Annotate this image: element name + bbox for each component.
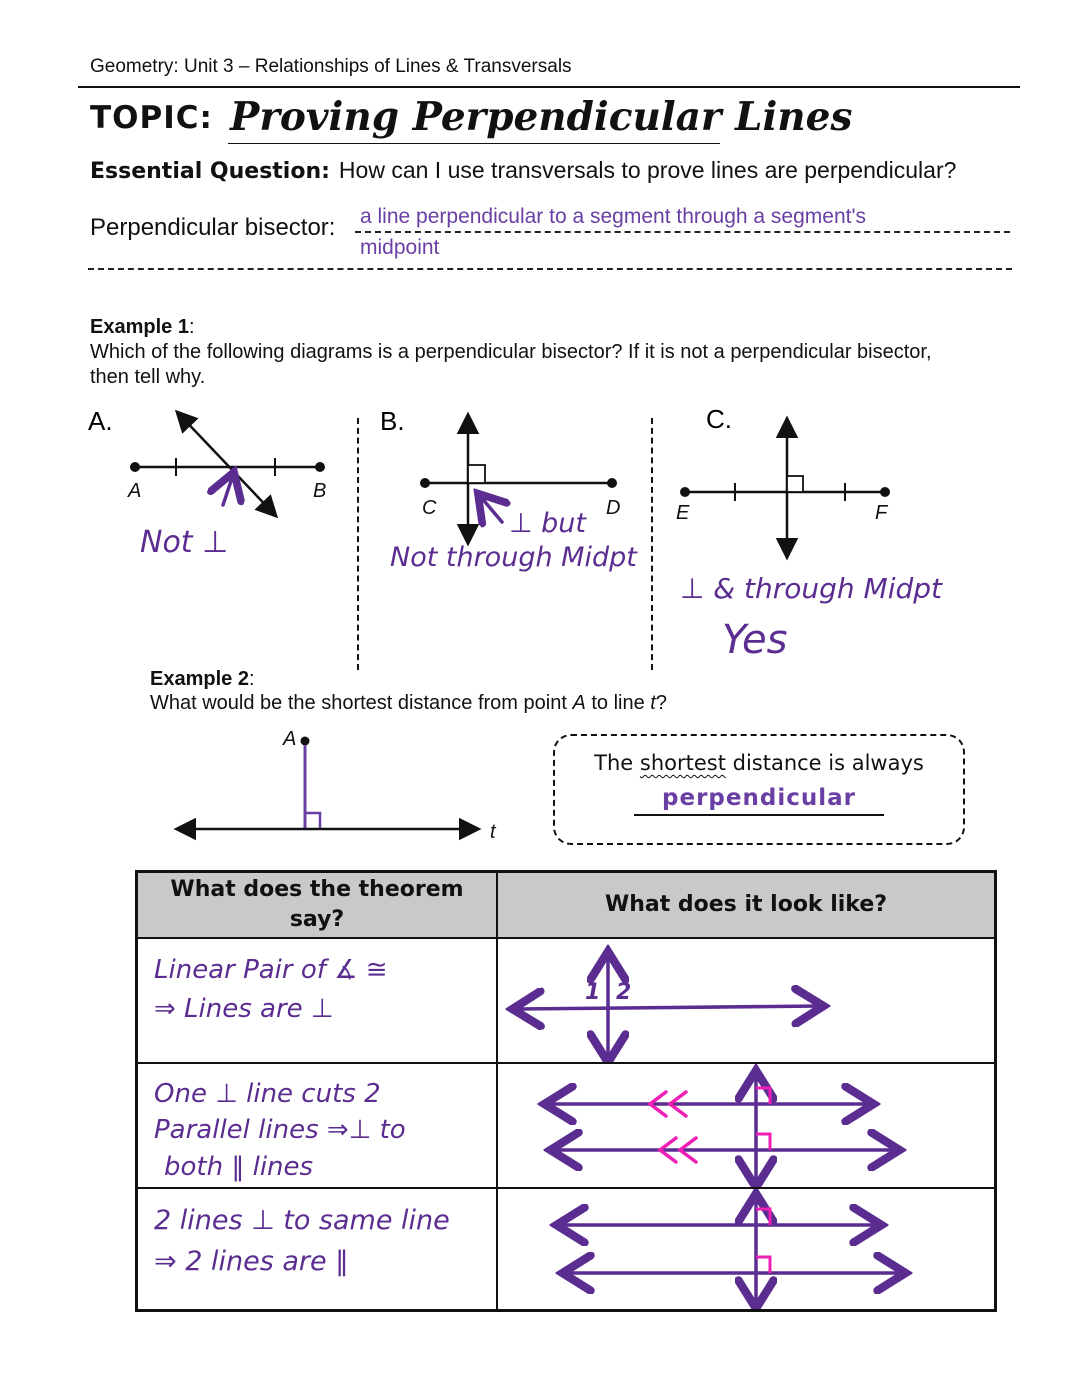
section-divider-dashed [88, 268, 1012, 270]
header-rule [78, 86, 1020, 88]
essential-question-label: Essential Question: [90, 159, 330, 184]
example2-colon: : [248, 668, 255, 690]
example2-prompt-pre: What would be the shortest distance from point [150, 692, 573, 714]
essential-question [90, 157, 956, 184]
callout-line1 [555, 751, 963, 775]
definition-term: Perpendicular bisector: [90, 214, 336, 241]
row3-line2: ⇒ 2 lines are ‖ [154, 1245, 349, 1277]
theorem-row3-figure [498, 1189, 994, 1309]
example2-title-text: Example 2 [150, 668, 249, 690]
point-d-dot [607, 478, 617, 488]
point-b-dot [315, 462, 325, 472]
point-d-label: D [606, 497, 621, 519]
topic-underline [228, 143, 720, 144]
point-f-label: F [875, 502, 888, 524]
point-e-label: E [676, 502, 690, 524]
definition-answer-blank [355, 231, 1010, 233]
theorem-row3-text [138, 1189, 498, 1309]
point-a-label: A [128, 480, 142, 502]
angle-1-label: 1 [585, 980, 601, 1005]
diagram-b [372, 402, 652, 597]
diagram-b-annotation-2: Not through Midpt [390, 542, 637, 573]
course-header: Geometry: Unit 3 – Relationships of Lines & Transversals [90, 56, 572, 77]
example2-prompt-point: A [572, 692, 586, 714]
example2-prompt-post: ? [655, 692, 667, 714]
row2-line3: both ‖ lines [164, 1151, 314, 1182]
right-angle-marker [756, 1209, 770, 1225]
diagram-a-annotation: Not ⊥ [140, 525, 229, 560]
callout-underlined-word: shortest [639, 751, 726, 775]
horizontal-line [516, 1006, 820, 1009]
theorem-table [135, 870, 997, 1312]
point-a-dot [130, 462, 140, 472]
example2-title [150, 668, 255, 691]
example1-title [90, 316, 195, 339]
point-a-label: A [283, 728, 297, 750]
diagram-a [80, 402, 365, 572]
topic-label: TOPIC: [90, 100, 213, 136]
theorem-row2-text [138, 1064, 498, 1189]
row2-line2: Parallel lines ⇒⊥ to [154, 1115, 406, 1146]
right-angle-marker [305, 813, 320, 829]
angle-2-label: 2 [616, 980, 632, 1005]
theorem-row1-figure [498, 939, 994, 1064]
example2-diagram [150, 715, 550, 847]
diagram-c-annotation-2: Yes [722, 617, 788, 663]
row1-line1: Linear Pair of ∡ ≅ [154, 955, 388, 985]
point-b-label: B [313, 480, 327, 502]
handwritten-arrow [480, 496, 502, 522]
callout-pre: The [594, 751, 640, 775]
row1-diagram [498, 939, 991, 1062]
right-angle-marker [756, 1134, 770, 1150]
example1-prompt-line2: then tell why. [90, 366, 206, 388]
theorem-row2-figure [498, 1064, 994, 1189]
example1-colon: : [188, 316, 195, 338]
callout-answer-blank [634, 785, 884, 816]
handwritten-arrow [223, 475, 233, 505]
point-a-dot [301, 737, 310, 746]
definition-answer-line1: a line perpendicular to a segment through a segment's [360, 205, 866, 228]
diagram-b-label: B. [380, 406, 405, 436]
example2-prompt-line: t [650, 692, 656, 714]
diagram-b-annotation-1: ⊥ but [509, 508, 586, 539]
example2-prompt-mid: to line [585, 692, 651, 714]
right-angle-marker [756, 1088, 770, 1104]
row1-line2: ⇒ Lines are ⊥ [154, 994, 334, 1024]
diagram-c-annotation-1: ⊥ & through Midpt [680, 572, 943, 605]
theorem-row1-text [138, 939, 498, 1064]
callout-post: distance is always [725, 751, 924, 775]
example2-prompt [150, 692, 667, 715]
point-f-dot [880, 487, 890, 497]
right-angle-marker [787, 476, 803, 492]
point-e-dot [680, 487, 690, 497]
right-angle-marker [468, 465, 485, 483]
shortest-distance-callout [553, 734, 965, 845]
line-t-label: t [490, 821, 496, 843]
topic-title: Proving Perpendicular Lines [230, 94, 853, 140]
example1-title-text: Example 1 [90, 316, 189, 338]
point-c-label: C [422, 497, 437, 519]
table-header-right: What does it look like? [498, 873, 994, 939]
table-header-left: What does the theorem say? [138, 873, 498, 939]
diagram-c [658, 398, 1078, 673]
essential-question-text: How can I use transversals to prove lines are perpendicular? [338, 157, 957, 183]
example1-prompt-line1: Which of the following diagrams is a perpendicular bisector? If it is not a perpendicular bisector, [90, 341, 932, 363]
callout-answer: perpendicular [662, 785, 856, 811]
diagram-a-label: A. [88, 406, 113, 436]
row3-line1: 2 lines ⊥ to same line [154, 1205, 450, 1236]
row3-diagram [498, 1189, 991, 1309]
row2-line1: One ⊥ line cuts 2 [154, 1079, 381, 1109]
definition-answer-line2: midpoint [360, 236, 440, 259]
point-c-dot [420, 478, 430, 488]
diagram-c-label: C. [706, 404, 732, 434]
right-angle-marker [756, 1257, 770, 1273]
row2-diagram [498, 1064, 991, 1187]
